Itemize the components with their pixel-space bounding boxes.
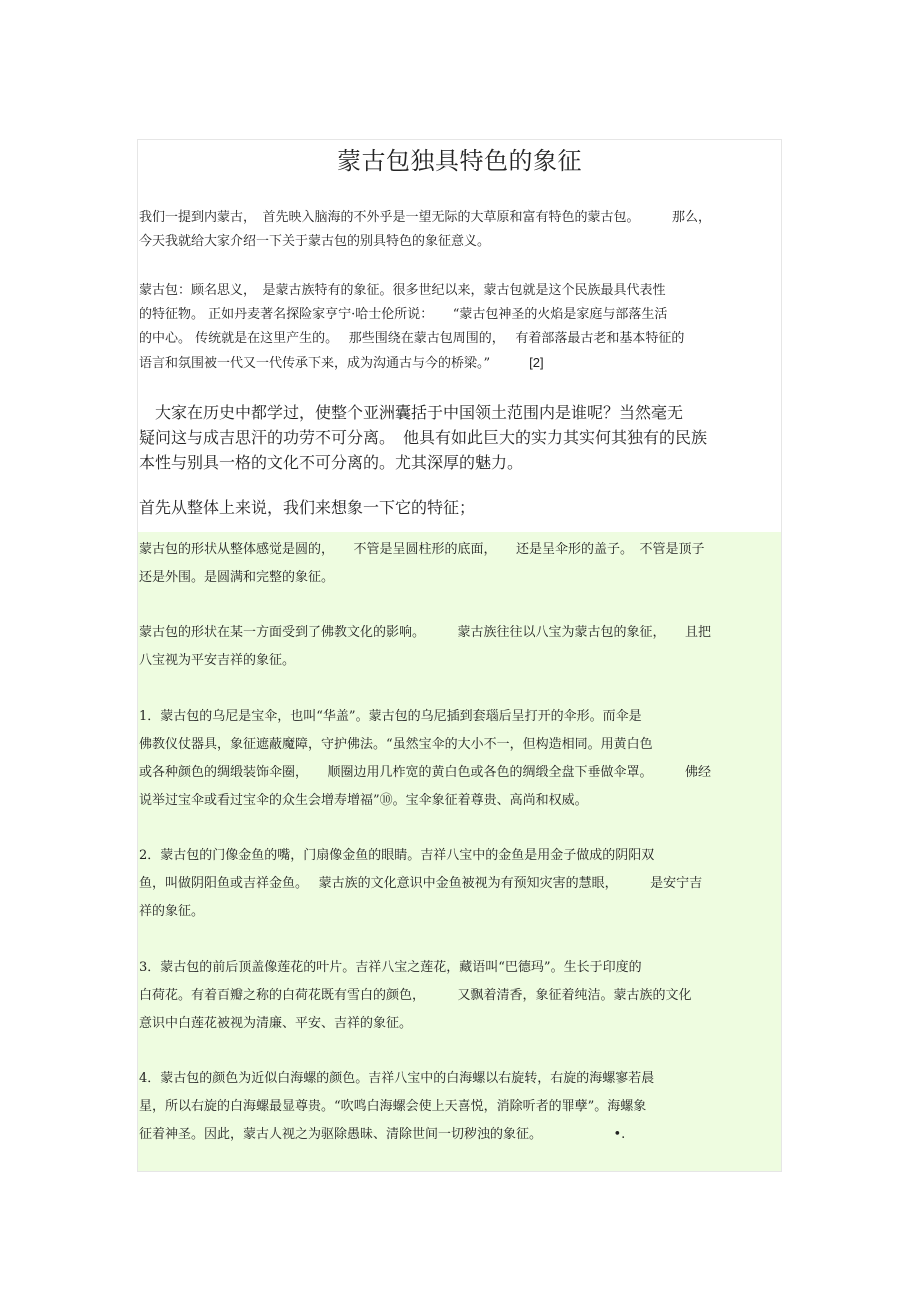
list-item [139,844,702,924]
quote-paragraph [139,279,684,375]
text-line: 的特征物。 正如丹麦著名探险家亨宁·哈士伦所说： “蒙古包神圣的火焰是家庭与部落生活 [139,307,668,322]
list-item [139,956,692,1036]
text-line: 疑问这与成吉思汗的功劳不可分离。 他具有如此巨大的实力其实何其独有的民族 [139,428,708,447]
text-line: 征着神圣。因此，蒙古人视之为驱除愚昧、清除世间一切秽浊的象征。 •. [139,1127,626,1142]
text-line: 或各种颜色的绸缎装饰伞圈， 顺圈边用几柞宽的黄白色或各色的绸缎全盘下垂做伞罩。 佛经 [139,765,712,780]
text-line: 蒙古包的形状在某一方面受到了佛教文化的影响。 蒙古族往往以八宝为蒙古包的象征， 且把 [139,625,712,640]
text-line: 说举过宝伞或看过宝伞的众生会增寿增福”⑩。宝伞象征着尊贵、高尚和权威。 [139,793,588,808]
text-line: 我们一提到内蒙古， 首先映入脑海的不外乎是一望无际的大草原和富有特色的蒙古包。 那么， [139,210,712,225]
text-line: 八宝视为平安吉祥的象征。 [139,653,296,668]
text-line: 鱼，叫做阴阳鱼或吉祥金鱼。 蒙古族的文化意识中金鱼被视为有预知灾害的慧眼， 是安宁吉 [139,876,703,891]
text-segment: 语言和氛围被一代又一代传承下来，成为沟通古与今的桥梁。” [139,356,530,371]
history-paragraph [139,400,707,475]
citation-ref: [2] [529,355,544,370]
text-line: 白荷花。有着百瓣之称的白荷花既有雪白的颜色， 又飘着清香，象征着纯洁。蒙古族的文化 [139,988,692,1003]
text-line: 大家在历史中都学过，使整个亚洲囊括于中国领土范围内是谁呢？当然毫无 [139,403,684,422]
list-item [139,705,711,813]
text-line: 祥的象征。 [139,904,205,919]
text-line: 蒙古包的形状从整体感觉是圆的， 不管是呈圆柱形的底面， 还是呈伞形的盖子。 不管是顶子 [139,542,705,557]
intro-paragraph [139,206,711,254]
list-item [139,1067,654,1147]
page-title: 蒙古包独具特色的象征 [337,147,582,175]
text-line: 意识中白莲花被视为清廉、平安、吉祥的象征。 [139,1016,413,1031]
text-line: 本性与别具一格的文化不可分离的。尤其深厚的魅力。 [139,453,524,472]
text-line: 今天我就给大家介绍一下关于蒙古包的别具特色的象征意义。 [139,234,491,249]
text-line: 3．蒙古包的前后顶盖像莲花的叶片。吉祥八宝之莲花，藏语叫“巴德玛”。生长于印度的 [139,960,642,975]
text-line: 还是外围。是圆满和完整的象征。 [139,570,335,585]
text-line: 4．蒙古包的颜色为近似白海螺的颜色。吉祥八宝中的白海螺以右旋转，右旋的海螺寥若晨 [139,1071,655,1086]
text-line: 佛教仪仗器具，象征遮蔽魔障，守护佛法。“虽然宝伞的大小不一，但构造相同。用黄白色 [139,737,653,752]
shape-paragraph [139,538,705,590]
text-line: 星，所以右旋的白海螺最显尊贵。“吹鸣白海螺会使上天喜悦，消除听者的罪孽”。海螺象 [139,1099,647,1114]
text-line [139,351,684,375]
text-line: 的中心。 传统就是在这里产生的。 那些围绕在蒙古包周围的， 有着部落最古老和基本特征的 [139,331,685,346]
text-line: 2．蒙古包的门像金鱼的嘴，门扇像金鱼的眼睛。吉祥八宝中的金鱼是用金子做成的阴阳双 [139,848,655,863]
overall-heading: 首先从整体上来说，我们来想象一下它的特征； [139,498,476,517]
text-line: 蒙古包：顾名思义， 是蒙古族特有的象征。很多世纪以来，蒙古包就是这个民族最具代表性 [139,283,666,298]
buddhism-paragraph [139,621,711,673]
text-line: 1．蒙古包的乌尼是宝伞，也叫“华盖”。蒙古包的乌尼插到套瑙后呈打开的伞形。而伞是 [139,709,642,724]
